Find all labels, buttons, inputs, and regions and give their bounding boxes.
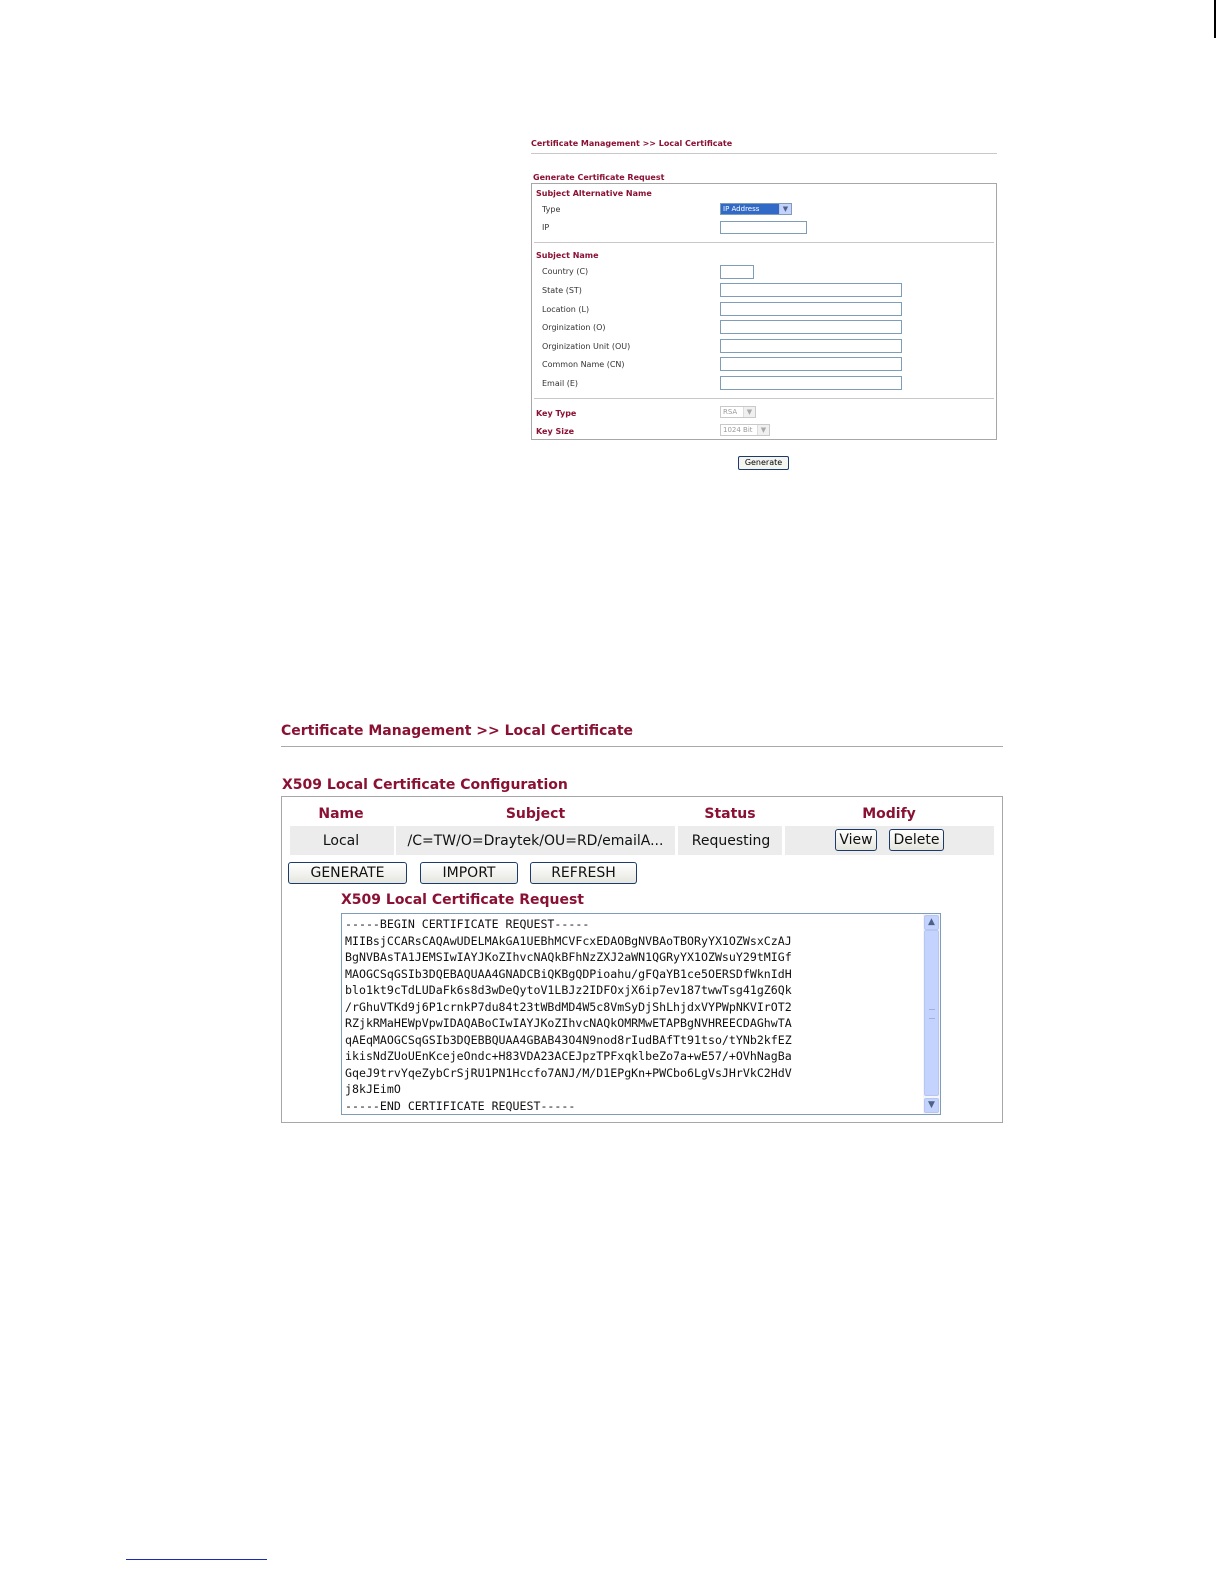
refresh-button[interactable]: REFRESH	[530, 862, 637, 884]
table-title: X509 Local Certificate Configuration	[282, 777, 568, 793]
key-type-select[interactable]	[720, 406, 756, 418]
type-label: Type	[542, 205, 561, 214]
column-header-name: Name	[318, 806, 364, 822]
scrollbar-thumb[interactable]	[924, 930, 939, 1096]
location-label: Location (L)	[542, 305, 590, 314]
breadcrumb: Certificate Management >> Local Certificate	[281, 723, 634, 739]
ip-input[interactable]	[720, 221, 807, 234]
vertical-scrollbar[interactable]	[923, 914, 940, 1114]
request-title: X509 Local Certificate Request	[341, 892, 584, 908]
import-button[interactable]: IMPORT	[420, 862, 518, 884]
location-input[interactable]	[720, 302, 902, 316]
organization-label: Orginization (O)	[542, 323, 606, 332]
breadcrumb: Certificate Management >> Local Certificate	[531, 139, 733, 148]
chevron-down-icon: ▼	[757, 425, 769, 435]
common-name-input[interactable]	[720, 357, 902, 371]
divider	[534, 242, 994, 243]
key-size-select[interactable]	[720, 424, 770, 436]
delete-button[interactable]: Delete	[889, 829, 944, 851]
column-header-status: Status	[704, 806, 756, 822]
country-input[interactable]	[720, 265, 754, 279]
key-type-value: RSA	[723, 408, 738, 416]
state-label: State (ST)	[542, 286, 582, 295]
column-header-modify: Modify	[862, 806, 916, 822]
ip-label: IP	[542, 223, 550, 232]
state-input[interactable]	[720, 283, 902, 297]
email-input[interactable]	[720, 376, 902, 390]
scroll-up-icon[interactable]: ▲	[924, 915, 939, 930]
cert-status: Requesting	[691, 833, 771, 849]
organization-unit-label: Orginization Unit (OU)	[542, 342, 631, 351]
country-label: Country (C)	[542, 267, 589, 276]
san-heading: Subject Alternative Name	[536, 189, 652, 198]
column-header-subject: Subject	[505, 806, 566, 822]
certificate-request-text: -----BEGIN CERTIFICATE REQUEST----- MIIBsjCCARsCAQAwUDELMAkGA1UEBhMCVFcxEDAOBgNVBAoTBORyYX1OZWsxCzAJ BgNVBAsTA1JEMSIwIAYJKoZIhvcNAQkBFhNzZXJ2aWN1QGRyYX1OZWsuY29tMIGf MAOGCSqGSIb3DQEBAQUAA4GNADCBiQKBgQDPioahu/gFQaYB1ce5OERSDfWknIdH blo1kt9cTdLUDaFk6s8d3wDeQytoV1LBJz2IDFOxjX6ip7ev187twwTsg41gZ6Qk /rGhuVTKd9j6P1crnkP7du84t23tWBdMD4W5c8VmSyDjShLhjdxVYPWpNKVIrOT2 RZjkRMaHEWpVpwIDAQABoCIwIAYJKoZIhvcNAQkOMRMwETAPBgNVHREECDAGhwTA qAEqMAOGCSqGSIb3DQEBBQUAA4GBAB43O4N9nod8rIudBAfTt91tso/tYNb2kfEZ ikisNdZUoUEnKcejeOndc+H83VDA23ACEJpzTPFxqklbeZo7a+wE57/+OVhNagBa GqeJ9trvYqeZybCrSjRU1PN1Hccfo7ANJ/M/D1EPgKn+PWCbo6LgVsJHrVkC2HdV j8kJEimO -----END CERTIFICATE REQUEST-----	[345, 917, 792, 1113]
certificate-request-textarea[interactable]	[341, 913, 941, 1115]
key-size-value: 1024 Bit	[723, 426, 753, 434]
view-button[interactable]: View	[835, 829, 877, 851]
key-type-label: Key Type	[536, 409, 577, 418]
footer-line	[126, 1559, 267, 1560]
divider	[281, 746, 1003, 747]
subject-name-heading: Subject Name	[536, 251, 599, 260]
scroll-down-icon[interactable]: ▼	[924, 1098, 939, 1113]
cert-name: Local	[322, 833, 360, 849]
generate-button[interactable]: Generate	[738, 456, 789, 470]
chevron-down-icon: ▼	[779, 204, 791, 214]
common-name-label: Common Name (CN)	[542, 360, 625, 369]
cert-subject: /C=TW/O=Draytek/OU=RD/emailA...	[407, 833, 664, 849]
organization-unit-input[interactable]	[720, 339, 902, 353]
grip-icon	[929, 1009, 935, 1019]
divider	[534, 398, 994, 399]
type-select-value: IP Address	[723, 205, 760, 213]
email-label: Email (E)	[542, 379, 579, 388]
section-title: Generate Certificate Request	[533, 173, 665, 182]
chevron-down-icon: ▼	[743, 407, 755, 417]
key-size-label: Key Size	[536, 427, 575, 436]
page-edge-line	[1214, 0, 1216, 38]
generate-certificate-button[interactable]: GENERATE	[288, 862, 407, 884]
organization-input[interactable]	[720, 320, 902, 334]
divider	[531, 153, 997, 154]
type-select[interactable]	[720, 203, 792, 215]
